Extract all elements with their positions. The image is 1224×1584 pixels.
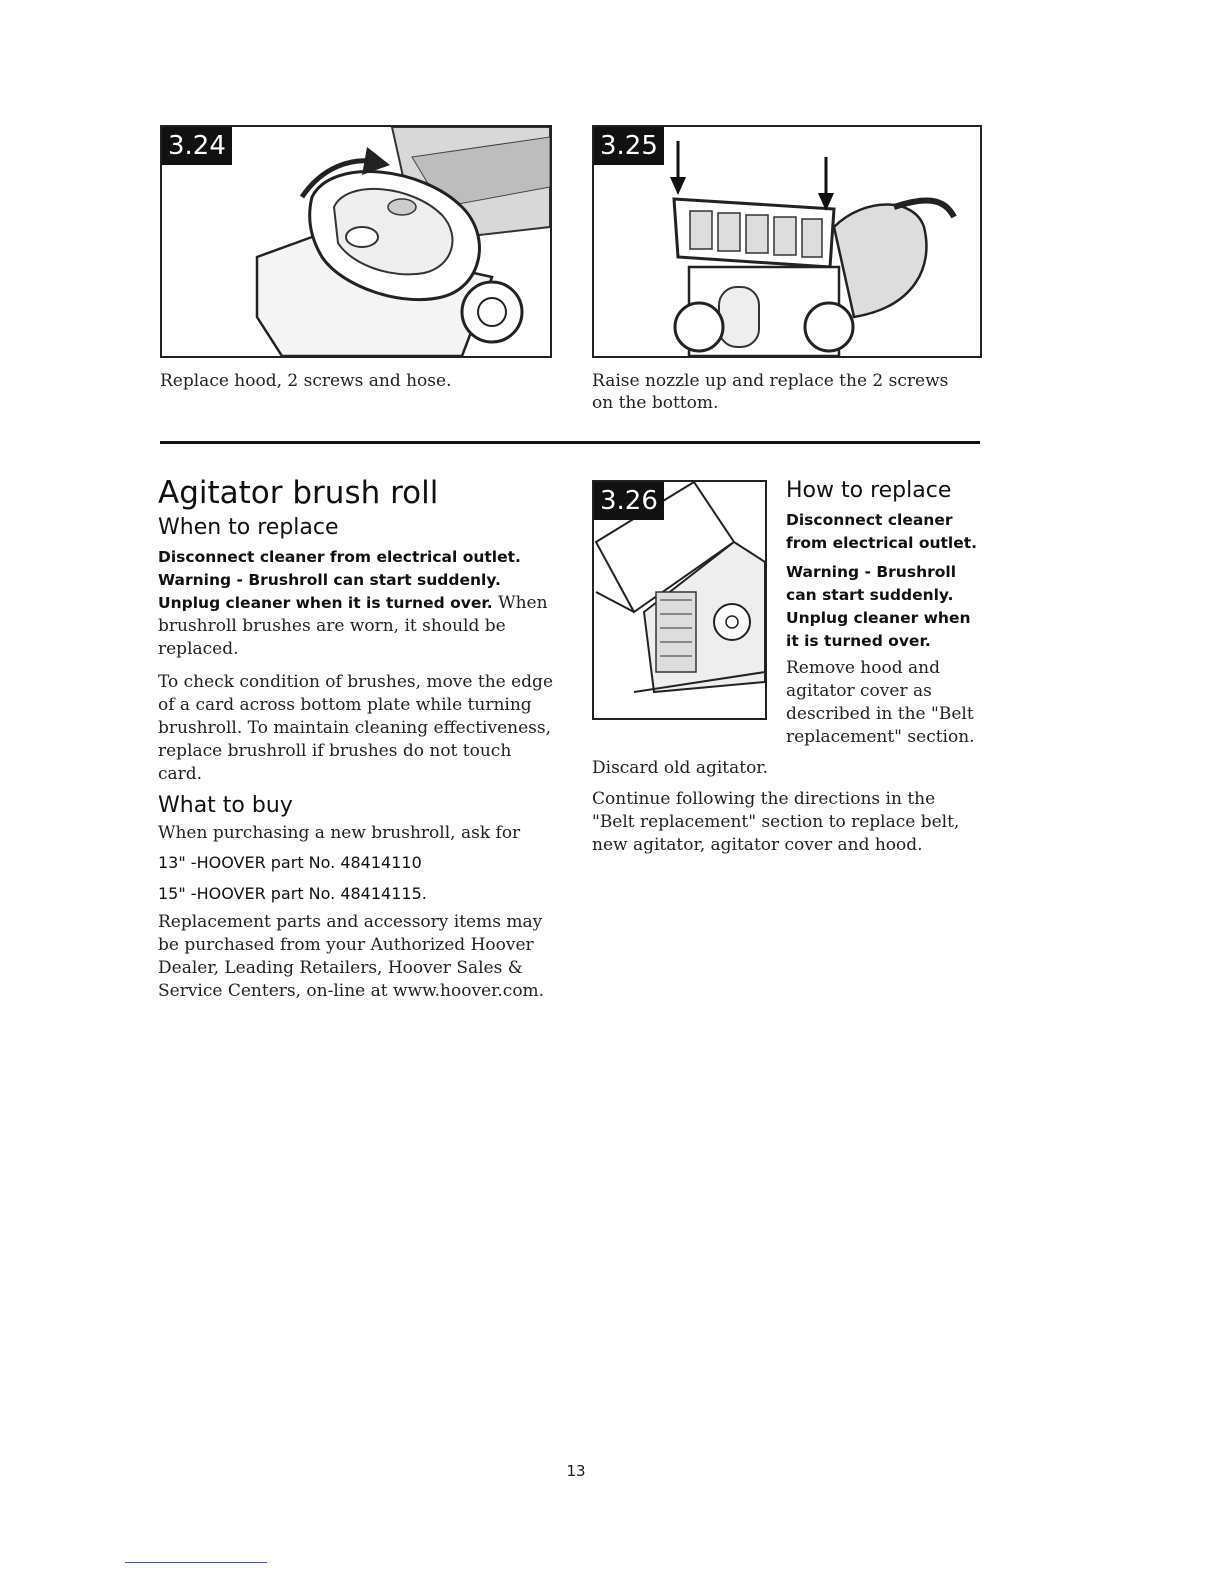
figure-3-25 (592, 125, 982, 358)
when-to-replace-text (158, 546, 553, 661)
section-title: Agitator brush roll (158, 475, 439, 511)
continue-text: Continue following the directions in the "Belt replacement" section to replace belt, new agitator, agitator cover and hood. (592, 789, 960, 855)
part-number-15: 15" -HOOVER part No. 48414115. (158, 884, 427, 903)
figure-caption: Raise nozzle up and replace the 2 screws on the bottom. (592, 371, 949, 413)
disconnect-text: Disconnect cleaner from electrical outlet. (786, 511, 978, 552)
figure-3-24 (160, 125, 552, 358)
how-to-replace-block (786, 477, 986, 749)
discard-text: Discard old agitator. (592, 758, 768, 778)
figure-label: 3.26 (594, 482, 664, 520)
replace-note: When brushroll brushes are worn, it should be replaced. (158, 593, 548, 659)
left-column (158, 474, 553, 1003)
figure-caption: Replace hood, 2 screws and hose. (160, 371, 452, 391)
check-condition-text: To check condition of brushes, move the edge of a card across bottom plate while turning brushroll. To maintain cleaning effectiveness, replace brushroll if brushes do not touch card. (158, 672, 554, 784)
remove-hood-text: Remove hood and agitator cover as described in the "Belt replacement" section. (786, 658, 975, 747)
figure-label: 3.25 (594, 127, 664, 165)
figure-label: 3.24 (162, 127, 232, 165)
how-to-replace-heading: How to replace (786, 478, 952, 503)
what-to-buy-heading: What to buy (158, 793, 293, 818)
what-to-buy-intro: When purchasing a new brushroll, ask for (158, 823, 521, 843)
page-number: 13 (566, 1462, 586, 1480)
warning-text: Disconnect cleaner from electrical outlet. Warning - Brushroll can start suddenly. Unplug cleaner when it is turned over. (158, 548, 521, 612)
warning-text: Warning - Brushroll can start suddenly. Unplug cleaner when it is turned over. (786, 563, 971, 650)
section-divider (160, 441, 980, 444)
when-to-replace-heading: When to replace (158, 515, 339, 540)
part-number-13: 13" -HOOVER part No. 48414110 (158, 853, 422, 872)
purchase-text: Replacement parts and accessory items may be purchased from your Authorized Hoover Dealer, Leading Retailers, Hoover Sales & Service Centers, on-line at www.hoover.com. (158, 912, 545, 1001)
figure-3-26 (592, 480, 767, 720)
footer-underline (125, 1562, 267, 1563)
